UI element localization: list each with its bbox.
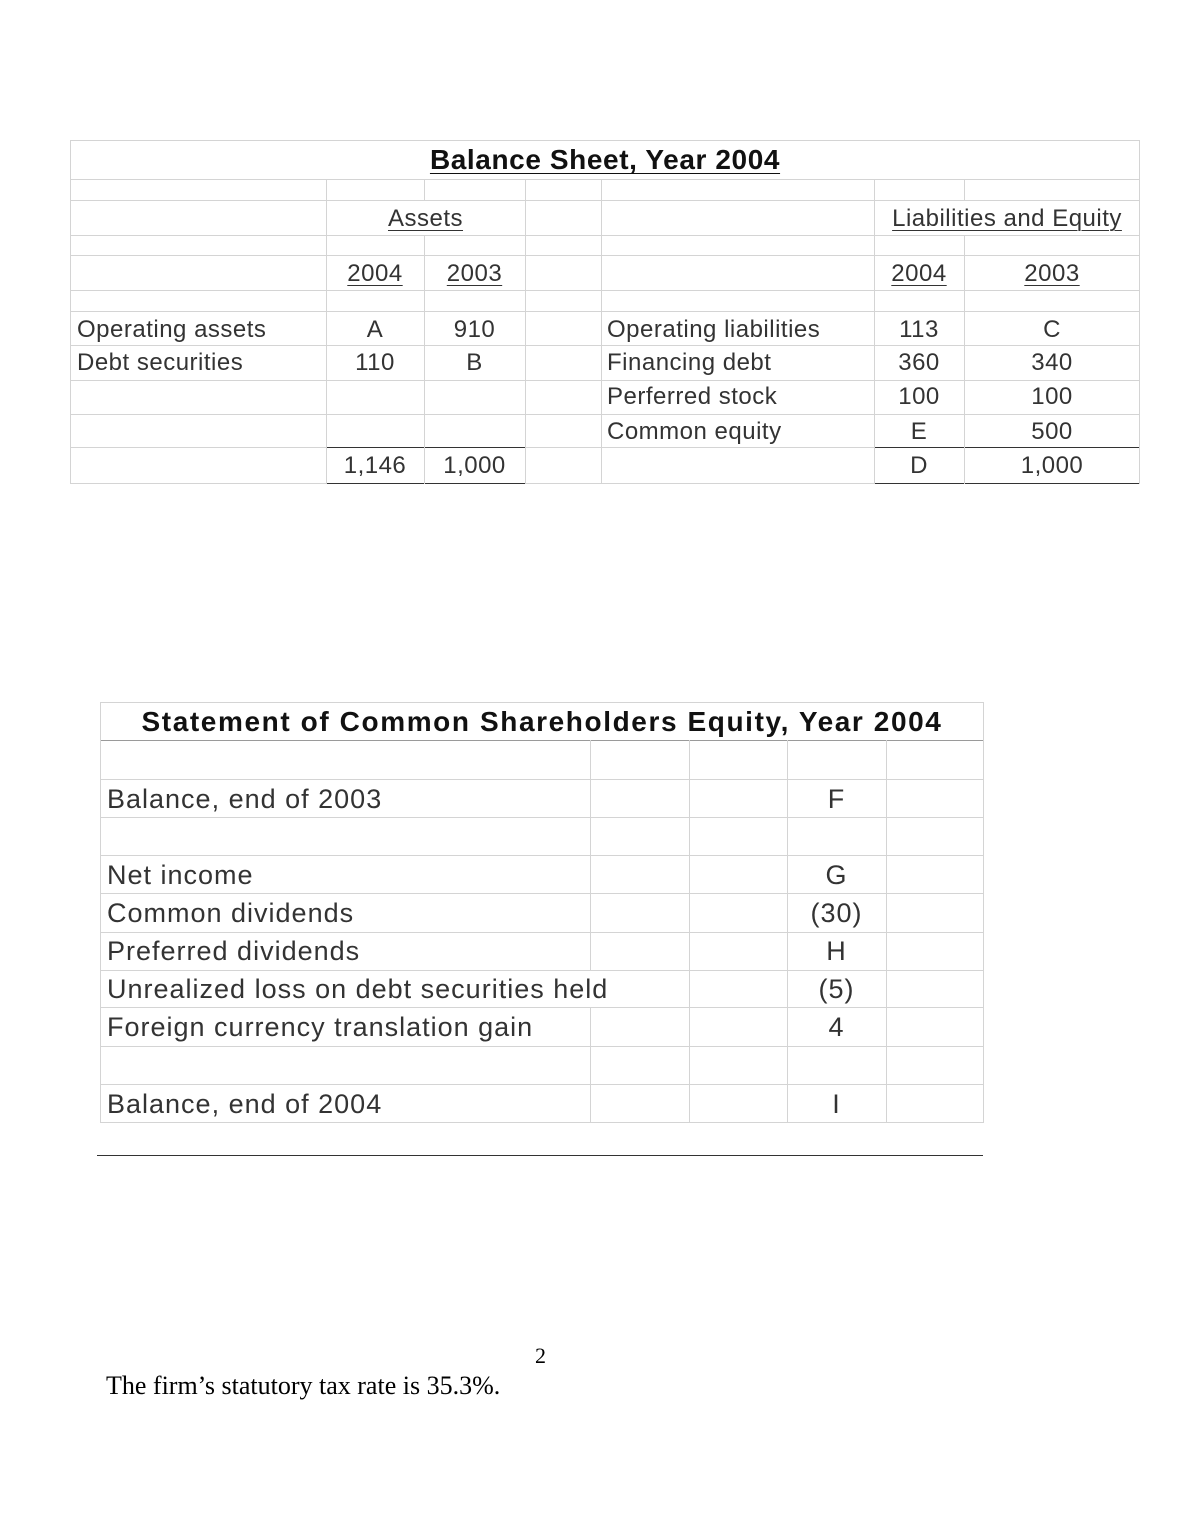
balance-sheet-title: Balance Sheet, Year 2004 <box>429 144 781 175</box>
asset-row-value: 910 <box>453 316 496 343</box>
tax-rate-note: The firm’s statutory tax rate is 35.3%. <box>106 1371 501 1400</box>
asset-row-value: A <box>366 316 384 343</box>
liabilities-equity-header: Liabilities and Equity <box>892 205 1122 232</box>
liability-row-label: Financing debt <box>607 349 772 376</box>
equity-row-label: Balance, end of 2003 <box>107 784 383 814</box>
liability-row-value: C <box>1043 316 1061 343</box>
liability-row-value: 113 <box>899 316 939 343</box>
liab-year-2003: 2003 <box>1024 260 1080 287</box>
liability-row-value: E <box>910 418 928 445</box>
liability-row-value: 100 <box>1031 383 1073 410</box>
equity-row-label: Foreign currency translation gain <box>107 1012 534 1042</box>
liability-row-value: 100 <box>898 383 940 410</box>
liability-row-value: 360 <box>898 349 940 376</box>
equity-row-label: Net income <box>107 860 254 890</box>
balance-sheet-table <box>70 140 1140 484</box>
liability-row-label: Operating liabilities <box>607 316 821 343</box>
liab-total-2004: D <box>910 452 928 479</box>
assets-year-2004: 2004 <box>347 260 403 287</box>
equity-row-value: (30) <box>810 898 863 928</box>
separator-rule <box>97 1155 983 1156</box>
liability-row-value: 340 <box>1031 349 1073 376</box>
asset-row-value: B <box>466 349 483 376</box>
equity-row-label: Unrealized loss on debt securities held <box>107 974 609 1004</box>
equity-row-value: (5) <box>818 974 855 1004</box>
equity-statement-table <box>100 702 984 1123</box>
equity-row-value: H <box>826 936 847 966</box>
assets-year-2003: 2003 <box>446 260 503 287</box>
equity-row-value: G <box>825 860 848 890</box>
liab-total-2003: 1,000 <box>1020 452 1084 479</box>
page-number: 2 <box>535 1343 546 1368</box>
assets-header: Assets <box>387 205 464 232</box>
assets-total-2003: 1,000 <box>443 452 506 479</box>
equity-statement-title: Statement of Common Shareholders Equity, Year 2004 <box>141 706 943 737</box>
liab-year-2004: 2004 <box>891 260 947 287</box>
assets-total-2004: 1,146 <box>343 452 407 479</box>
asset-row-value: 110 <box>355 349 395 376</box>
equity-row-label: Preferred dividends <box>107 936 361 966</box>
equity-row-label: Balance, end of 2004 <box>107 1089 383 1119</box>
liability-row-label: Common equity <box>607 418 782 445</box>
liability-row-value: 500 <box>1031 418 1073 445</box>
equity-row-label: Common dividends <box>107 898 355 928</box>
equity-row-value: F <box>827 784 846 814</box>
liability-row-label: Perferred stock <box>607 383 778 410</box>
asset-row-label: Debt securities <box>77 349 244 376</box>
asset-row-label: Operating assets <box>77 316 267 343</box>
equity-row-value: I <box>832 1089 841 1119</box>
equity-row-value: 4 <box>828 1012 845 1042</box>
